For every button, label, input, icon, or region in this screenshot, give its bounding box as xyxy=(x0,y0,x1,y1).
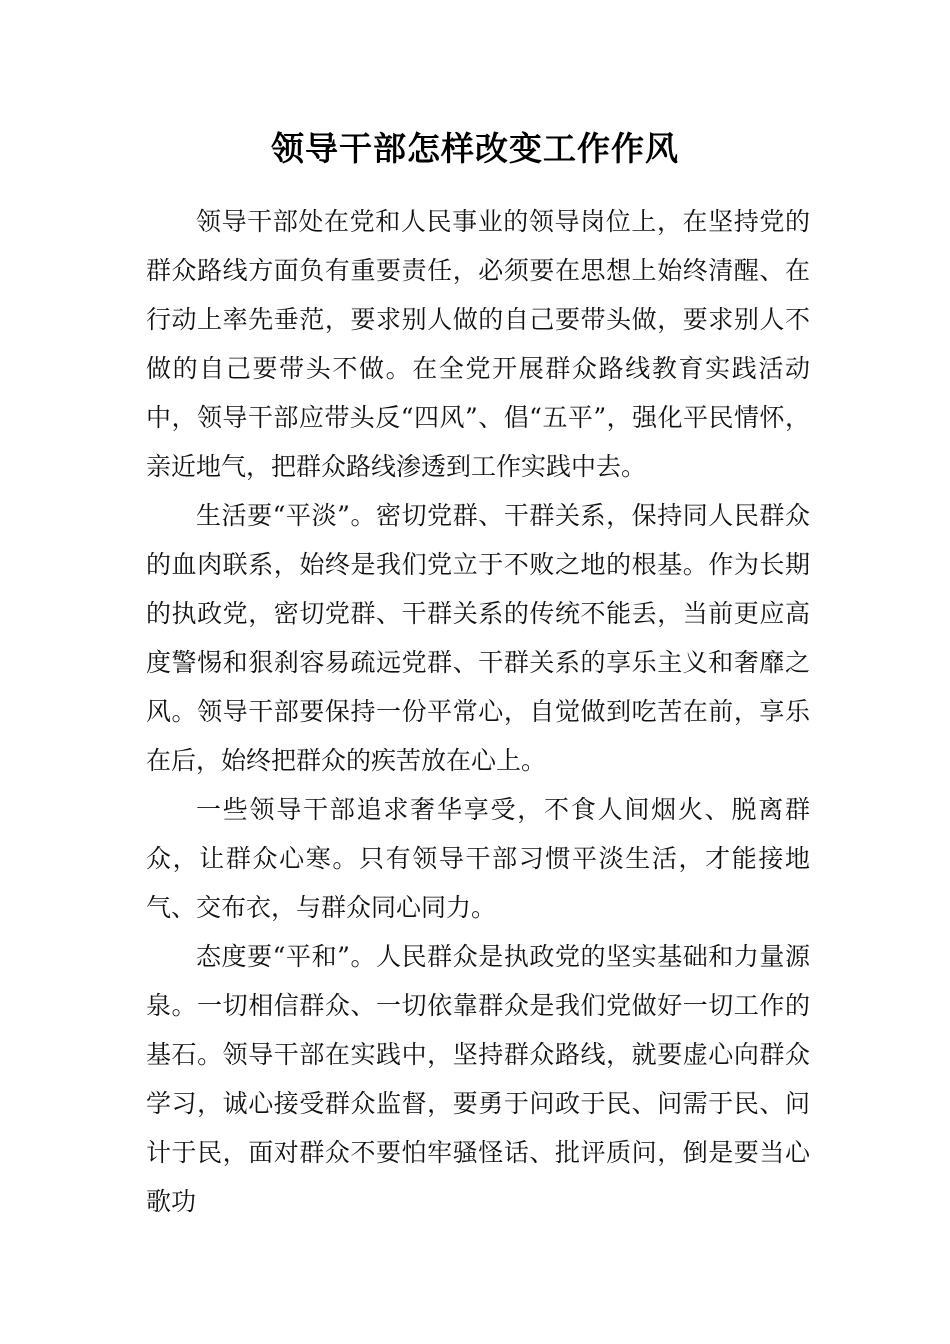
paragraph-life-plain: 生活要“平淡”。密切党群、干群关系，保持同人民群众的血肉联系，始终是我们党立于不败之地的根基。作为长期的执政党，密切党群、干群关系的传统不能丢，当前更应高度警惕和狠刹容易疏远党群、干群关系的享乐主义和奢靡之风。领导干部要保持一份平常心，自觉做到吃苦在前，享乐在后，始终把群众的疾苦放在心上。 xyxy=(146,501,810,775)
paragraph-attitude-calm: 态度要“平和”。人民群众是执政党的坚实基础和力量源泉。一切相信群众、一切依靠群众是我们党做好一切工作的基石。领导干部在实践中，坚持群众路线，就要虚心向群众学习，诚心接受群众监督，要勇于问政于民、问需于民、问计于民，面对群众不要怕牢骚怪话、批评质问，倒是要当心歌功 xyxy=(146,942,810,1216)
paragraph-luxury-warning: 一些领导干部追求奢华享受，不食人间烟火、脱离群众，让群众心寒。只有领导干部习惯平淡生活，才能接地气、交布衣，与群众同心同力。 xyxy=(146,795,810,922)
document-body xyxy=(146,197,810,1226)
paragraph-intro: 领导干部处在党和人民事业的领导岗位上，在坚持党的群众路线方面负有重要责任，必须要在思想上始终清醒、在行动上率先垂范，要求别人做的自己要带头做，要求别人不做的自己要带头不做。在全党开展群众路线教育实践活动中，领导干部应带头反“四风”、倡“五平”，强化平民情怀，亲近地气，把群众路线渗透到工作实践中去。 xyxy=(146,207,810,481)
document-title: 领导干部怎样改变工作作风 xyxy=(271,129,679,168)
